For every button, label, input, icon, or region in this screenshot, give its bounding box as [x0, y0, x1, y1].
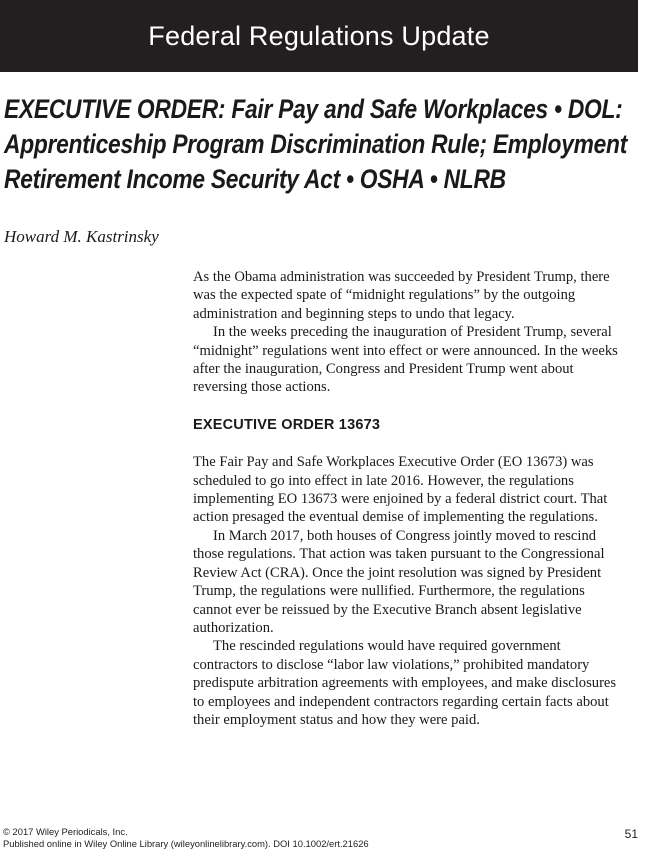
section-paragraph-1: The Fair Pay and Safe Workplaces Executive Order (EO 13673) was scheduled to go into effect in late 2016. However, the regulations implementing EO 13673 were enjoined by a federal district court. That action presaged the eventual demise of implementing the regulations. [193, 453, 625, 527]
footer-publication: Published online in Wiley Online Library (wileyonlinelibrary.com). DOI 10.1002/ert.21626 [3, 838, 369, 849]
header-banner [0, 0, 638, 72]
intro-paragraph-1: As the Obama administration was succeeded by President Trump, there was the expected spate of “midnight regulations” by the outgoing administration and beginning steps to undo that legacy. [193, 268, 625, 323]
footer-copyright: © 2017 Wiley Periodicals, Inc. [3, 826, 369, 838]
page-number: 51 [625, 827, 638, 841]
intro-paragraph-2: In the weeks preceding the inauguration of President Trump, several “midnight” regulations went into effect or were announced. In the weeks after the inauguration, Congress and President Trump went about reversing those actions. [193, 323, 625, 397]
banner-title: Federal Regulations Update [148, 21, 489, 52]
article-author: Howard M. Kastrinsky [4, 227, 159, 247]
article-body [193, 268, 625, 729]
section-paragraph-2: In March 2017, both houses of Congress jointly moved to rescind those regulations. That action was taken pursuant to the Congressional Review Act (CRA). Once the joint resolution was signed by President Trump, the regulations were nullified. Furthermore, the regulations cannot ever be reissued by the Executive Branch absent legislative authorization. [193, 527, 625, 637]
section-paragraph-3: The rescinded regulations would have required government contractors to disclose “labor law violations,” prohibited mandatory predispute arbitration agreements with employees, and make disclosures to employees and independent contractors regarding certain facts about their employment status and how they were paid. [193, 637, 625, 729]
article-title: EXECUTIVE ORDER: Fair Pay and Safe Workplaces • DOL: Apprenticeship Program Discrimination Rule; Employment Retirement Income Security Act • OSHA • NLRB [4, 92, 640, 197]
footer-credits [3, 826, 369, 849]
section-heading: EXECUTIVE ORDER 13673 [193, 416, 625, 434]
